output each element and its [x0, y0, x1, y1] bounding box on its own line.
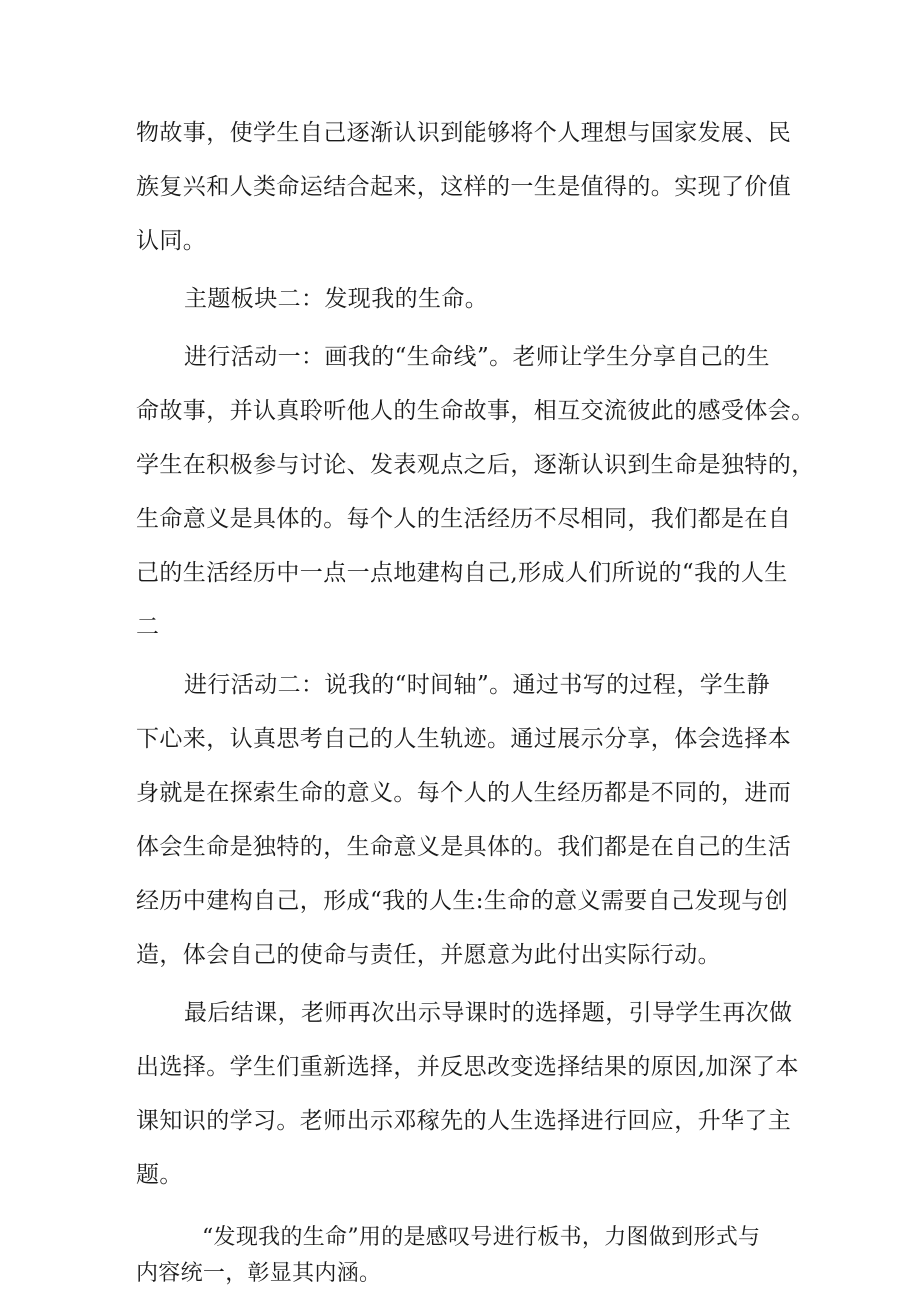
document-page — [136, 106, 815, 1292]
text-line: 最后结课，老师再次出示导课时的选择题，引导学生再次做 — [184, 1000, 793, 1026]
text-line: 二 — [136, 614, 160, 640]
text-line: 课知识的学习。老师出示邓稼先的人生选择进行回应，升华了主 — [136, 1108, 792, 1134]
text-line: 出选择。学生们重新选择，并反思改变选择结果的原因,加深了本 — [136, 1054, 799, 1080]
text-line: 身就是在探索生命的意义。每个人的人生经历都是不同的，进而 — [136, 780, 792, 806]
paragraph-activity-one — [136, 330, 815, 654]
text-line: 命故事，并认真聆听他人的生命故事，相互交流彼此的感受体会。 — [136, 398, 815, 424]
text-line: “发现我的生命”用的是感叹号进行板书，力图做到形式与 — [202, 1225, 761, 1250]
text-line: 族复兴和人类命运结合起来，这样的一生是值得的。实现了价值 — [136, 174, 792, 200]
text-line: 进行活动一：画我的“生命线”。老师让学生分享自己的生 — [184, 344, 770, 370]
text-line: 己的生活经历中一点一点地建构自己,形成人们所说的“我的人生 — [136, 560, 788, 586]
text-line: 认同。 — [136, 228, 207, 254]
text-line: 物故事，使学生自己逐渐认识到能够将个人理想与国家发展、民 — [136, 120, 792, 146]
text-line: 内容统一，彰显其内涵。 — [136, 1261, 382, 1286]
section-two-heading — [136, 272, 796, 326]
text-line: 生命意义是具体的。每个人的生活经历不尽相同，我们都是在自 — [136, 506, 792, 532]
text-line: 下心来，认真思考自己的人生轨迹。通过展示分享，体会选择本 — [136, 726, 792, 752]
text-line: 题。 — [136, 1162, 183, 1188]
paragraph-conclusion — [136, 986, 799, 1202]
section-heading-text: 主题板块二：发现我的生命。 — [184, 286, 489, 312]
paragraph-intro-continuation — [136, 106, 796, 268]
text-line: 学生在积极参与讨论、发表观点之后，逐渐认识到生命是独特的， — [136, 452, 815, 478]
text-line: 进行活动二：说我的“时间轴”。通过书写的过程，学生静 — [184, 672, 770, 698]
text-line: 体会生命是独特的，生命意义是具体的。我们都是在自己的生活 — [136, 834, 792, 860]
text-line: 造，体会自己的使命与责任，并愿意为此付出实际行动。 — [136, 942, 721, 968]
paragraph-board-note — [136, 1220, 796, 1292]
paragraph-activity-two — [136, 658, 796, 982]
text-line: 经历中建构自己，形成“我的人生:生命的意义需要自己发现与创 — [136, 888, 789, 914]
